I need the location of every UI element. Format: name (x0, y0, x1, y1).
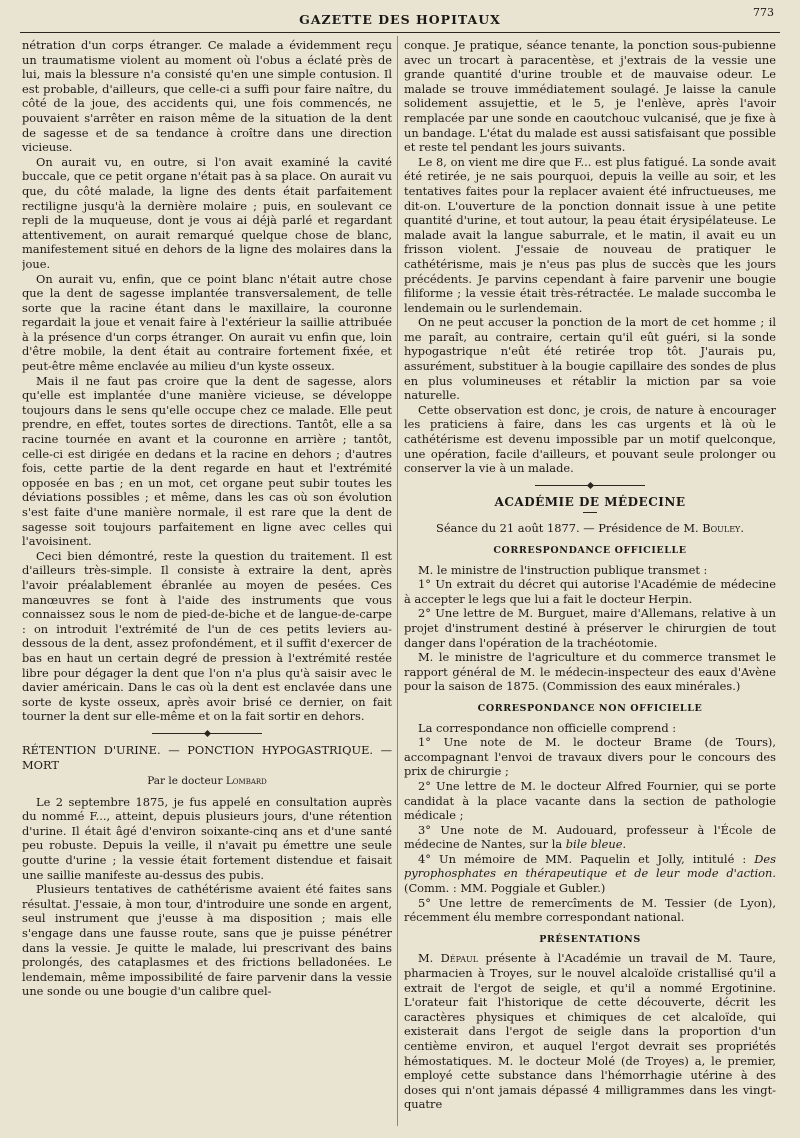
academy-title: ACADÉMIE DE MÉDECINE (494, 494, 686, 509)
paragraph: nétration d'un corps étranger. Ce malade a évidemment reçu un traumatisme violent au moment où l'obus a éclaté près de lui, mais la blessure n'a consisté qu'en une simple contusion. Il est probable, d'ailleurs, que celle-ci a suffi pour faire naître, du côté de la joue, des accidents qui, une fois commencés, ne pouvaient s'arrêter en raison même de la situation de la dent de sagesse et de sa tendance à croître dans une direction vicieuse. (22, 38, 392, 155)
paragraph: Le 8, on vient me dire que F... est plus fatigué. La sonde avait été retirée, je ne sais pourquoi, depuis la veille au soir, et les tentatives faites pour la replacer avaient été infructueuses, me dit-on. L'ouverture de la ponction donnait issue à une petite quantité d'urine, et tout autour, la peau était érysipélateuse. Le malade avait la langue saburrale, et le matin, il avait eu un frisson violent. J'essaie de nouveau de pratiquer le cathétérisme, mais je n'eus pas plus de succès que les jours précédents. Je parvins cependant à faire parvenir une bougie filiforme ; la vessie était très-rétractée. Le malade succomba le lendemain ou le surlendemain. (404, 154, 776, 315)
page-header (20, 6, 780, 33)
text-run: 3° Une note de M. Audouard, professeur à l'École de médecine de Nantes, sur la (404, 822, 776, 852)
presentations-heading: PRÉSENTATIONS (539, 933, 641, 945)
paragraph: On aurait vu, enfin, que ce point blanc n'était autre chose que la dent de sagesse implantée transversalement, de telle sorte que la racine étant dans le maxillaire, la couronne regardait la joue et venait faire à l'extérieur la saillie attribuée à la présence d'un corps étranger. On aurait vu enfin que, loin d'être mobile, la dent était au contraire fortement fixée, et peut-être même enclavée au milieu d'un kyste osseux. (22, 271, 392, 374)
paragraph: 5° Une lettre de remercîments de M. Tessier (de Lyon), récemment élu membre correspondant national. (404, 895, 776, 925)
paragraph: 1° Un extrait du décret qui autorise l'Académie de médecine à accepter le legs que lui a fait le docteur Herpin. (404, 577, 776, 606)
italic-run: bile bleue. (565, 837, 627, 852)
byline (22, 774, 392, 789)
italic-run: Des pyrophosphates en thérapeutique et de leur mode d'action. (404, 851, 776, 881)
session-prefix: Séance du 21 août 1877. — Présidence de M. (436, 521, 699, 536)
paragraph: M. le ministre de l'agriculture et du commerce transmet le rapport général de M. le médecin-inspecteur des eaux d'Avène pour la saison de 1875. (Commission des eaux minérales.) (404, 650, 776, 694)
text-run: (Comm. : MM. Poggiale et Gubler.) (404, 881, 606, 896)
paragraph: Le 2 septembre 1875, je fus appelé en consultation auprès du nommé F..., atteint, depuis plusieurs jours, d'une rétention d'urine. Il était âgé d'environ soixante-cinq ans et d'une santé peu robuste. Depuis la veille, il n'avait pu émettre une seule goutte d'urine ; la vessie était fortement distendue et faisait une saillie manifeste au-dessus des pubis. (22, 794, 392, 882)
journal-title: GAZETTE DES HOPITAUX (299, 12, 501, 27)
byline-author: Lombard (225, 775, 267, 788)
article-title: RÉTENTION D'URINE. — PONCTION HYPOGASTRIQUE. — MORT (22, 742, 392, 772)
paragraph: Ceci bien démontré, reste la question du traitement. Il est d'ailleurs très-simple. Il consiste à extraire la dent, après l'avoir préalablement ébranlée au moyen de pesées. Ces manœuvres se font à l'aide des instruments que vous connaissez sous le nom de pied-de-biche et de langue-de-carpe : on introduit l'extrémité de l'un de ces petits leviers au-dessous de la dent, assez profondément, et il suffit d'exercer de bas en haut un certain degré de pression à l'extrémité restée libre pour dégager la dent que l'on n'a plus qu'à saisir avec le davier américain. Dans le cas où la dent est enclavée dans une sorte de kyste osseux, après avoir brisé ce dernier, on fait tourner la dent sur elle-même et on la fait sortir en dehors. (22, 548, 392, 724)
paragraph: conque. Je pratique, séance tenante, la ponction sous-pubienne avec un trocart à paracentèse, et j'extrais de la vessie une grande quantité d'urine trouble et de mauvaise odeur. Le malade se trouve immédiatement soulagé. Je laisse la canule solidement assujettie, et le 5, je l'enlève, après l'avoir remplacée par une sonde en caoutchouc vulcanisé, que je fixe à un bandage. L'état du malade est aussi satisfaisant que possible et reste tel pendant les jours suivants. (404, 38, 776, 155)
section-separator (152, 733, 262, 734)
paragraph: 2° Une lettre de M. le docteur Alfred Fournier, qui se porte candidat à la place vacante dans la section de pathologie médicale ; (404, 778, 776, 823)
column-divider (397, 36, 398, 1126)
speaker-name: M. Dépaul (418, 951, 479, 966)
paragraph: Mais il ne faut pas croire que la dent de sagesse, alors qu'elle est implantée d'une manière vicieuse, se développe toujours dans le sens qu'elle occupe chez ce malade. Elle peut prendre, en effet, toutes sortes de directions. Tantôt, elle a sa racine tournée en avant et la couronne en arrière ; tantôt, celle-ci est dirigée en dedans et la racine en dehors ; d'autres fois, cette partie de la dent regarde en haut et l'extrémité opposée en bas ; en un mot, cet organe peut subir toutes les déviations possibles ; et même, dans les cas où son évolution s'est faite d'une manière normale, il est rare que la dent de sagesse soit toujours parfaitement en ligne avec celles qui l'avoisinent. (22, 373, 392, 549)
paragraph: 1° Une note de M. le docteur Brame (de Tours), accompagnant l'envoi de travaux divers pour le concours des prix de chirurgie ; (404, 735, 776, 779)
paragraph: Plusieurs tentatives de cathétérisme avaient été faites sans résultat. J'essaie, à mon tour, d'introduire une sonde en argent, seul instrument que j'eusse à ma disposition ; mais elle s'engage dans une fausse route, sans que je puisse pénétrer dans la vessie. Je quitte le malade, lui prescrivant des bains prolongés, des cataplasmes et des frictions belladonées. Le lendemain, même impossibilité de faire parvenir dans la vessie une sonde ou une bougie d'un calibre quel- (22, 882, 392, 999)
text-run: 4° Un mémoire de MM. Paquelin et Jolly, intitulé : (418, 851, 747, 866)
session-president: Bouley. (702, 521, 744, 536)
paragraph: Cette observation est donc, je crois, de nature à encourager les praticiens à faire, dans les cas urgents et là où le cathétérisme est devenu impossible par un motif quelconque, une opération, facile d'ailleurs, et pouvant seule prolonger ou conserver la vie à un malade. (404, 402, 776, 476)
paragraph: On aurait vu, en outre, si l'on avait examiné la cavité buccale, que ce petit organe n'était pas à sa place. On aurait vu que, du côté malade, la ligne des dents était parfaitement rectiligne jusqu'à la dernière molaire ; puis, en soulevant ce repli de la muqueuse, dont je vous ai déjà parlé et regardant attentivement, on aurait remarqué quelque chose de blanc, manifestement situé en dehors de la ligne des molaires dans la joue. (22, 154, 392, 271)
paragraph (404, 951, 776, 1112)
page-number: 773 (753, 6, 774, 19)
official-heading: CORRESPONDANCE OFFICIELLE (493, 545, 687, 556)
section-separator (535, 485, 645, 486)
session-line (404, 521, 776, 536)
right-column (404, 38, 776, 1128)
left-column (22, 38, 392, 1128)
paragraph: La correspondance non officielle comprend : (418, 720, 677, 735)
paragraph: On ne peut accuser la ponction de la mort de cet homme ; il me paraît, au contraire, certain qu'il eût guéri, si la sonde hypogastrique n'eût été retirée trop tôt. J'aurais pu, assurément, substituer à la bougie capillaire des sondes de plus en plus volumineuses et rétablir la miction par sa voie naturelle. (404, 315, 776, 403)
paragraph: M. le ministre de l'instruction publique transmet : (418, 562, 708, 577)
short-rule (583, 512, 597, 513)
paragraph: 2° Une lettre de M. Burguet, maire d'Allemans, relative à un projet d'instrument destiné à préserver le chirurgien de tout danger dans l'opération de la trachéotomie. (404, 606, 776, 650)
paragraph (404, 823, 776, 852)
unofficial-heading: CORRESPONDANCE NON OFFICIELLE (477, 702, 703, 714)
byline-prefix: Par le docteur (147, 775, 223, 788)
text-run: présente à l'Académie un travail de M. Taure, pharmacien à Troyes, sur le nouvel alcaloïde cristallisé qu'il a extrait de l'ergot de seigle, et qu'il a nommé Ergotinine. L'orateur fait l'historique de cette découverte, décrit les caractères physiques et chimiques de cet alcaloïde, qui existerait dans l'ergot de seigle dans la proportion d'un centième environ, et auquel l'ergot devrait ses propriétés hémostatiques. M. le docteur Molé (de Troyes) a, le premier, employé cette substance dans l'hémorrhagie utérine à des doses qui n'ont jamais dépassé 4 milligrammes dans les vingt-quatre (404, 951, 776, 1112)
paragraph (404, 852, 776, 896)
